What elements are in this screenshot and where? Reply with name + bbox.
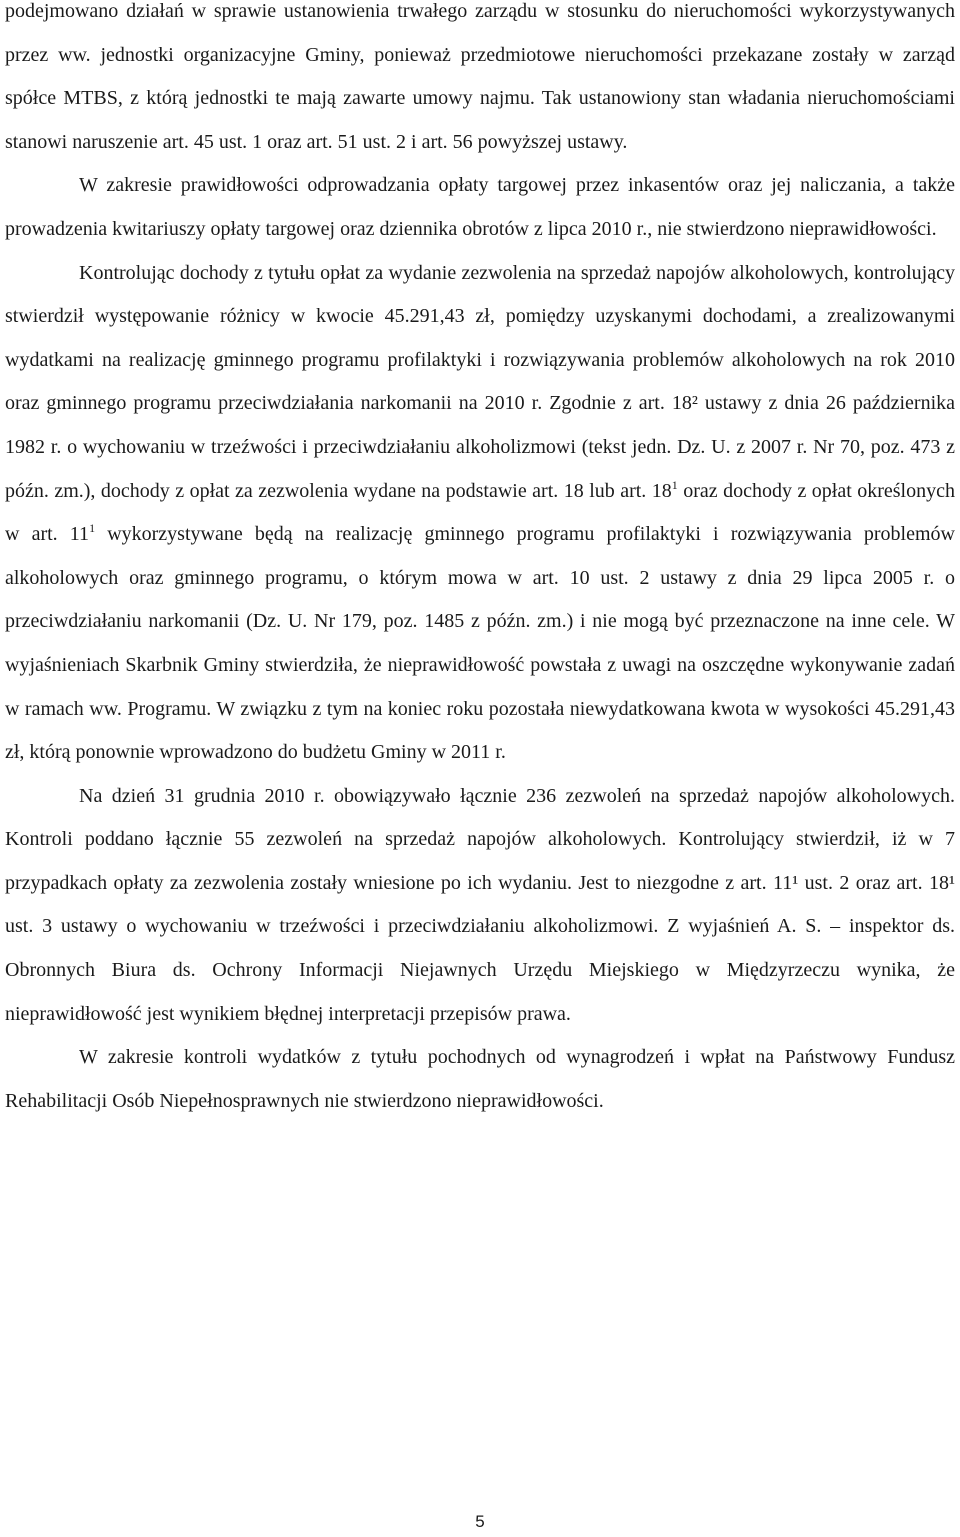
superscript-marker: 1: [89, 521, 96, 536]
paragraph-4: Na dzień 31 grudnia 2010 r. obowiązywało łącznie 236 zezwoleń na sprzedaż napojów alkoholowych. Kontroli poddano łącznie 55 zezwoleń na sprzedaż napojów alkoholowych. Kontrolujący stwierdził, iż w 7 przypadkach opłaty za zezwolenia zostały wniesione po ich wydaniu. Jest to niezgodne z art. 11¹ ust. 2 oraz art. 18¹ ust. 3 ustawy o wychowaniu w trzeźwości i przeciwdziałaniu alkoholizmowi. Z wyjaśnień A. S. – inspektor ds. Obronnych Biura ds. Ochrony Informacji Niejawnych Urzędu Miejskiego w Międzyrzeczu wynika, że nieprawidłowość jest wynikiem błędnej interpretacji przepisów prawa.: [5, 784, 955, 1025]
paragraph-1: podejmowano działań w sprawie ustanowienia trwałego zarządu w stosunku do nieruchomości wykorzystywanych przez ww. jednostki organizacyjne Gminy, ponieważ przedmiotowe nieruchomości przekazane zostały w zarząd spółce MTBS, z którą jednostki te mają zawarte umowy najmu. Tak ustanowiony stan władania nieruchomościami stanowi naruszenie art. 45 ust. 1 oraz art. 51 ust. 2 i art. 56 powyższej ustawy.: [5, 0, 955, 153]
page-number: 5: [475, 1512, 485, 1531]
document-page: [5, 0, 955, 1123]
paragraph-3-segment: oraz dochody z opłat określonych w art. 11: [5, 479, 955, 546]
paragraph-3-segment: wykorzystywane będą na realizację gminnego programu profilaktyki i rozwiązywania problemów alkoholowych oraz gminnego programu, o którym mowa w art. 10 ust. 2 ustawy z dnia 29 lipca 2005 r. o przeciwdziałaniu narkomanii (Dz. U. Nr 179, poz. 1485 z późn. zm.) i nie mogą być przeznaczone na inne cele. W wyjaśnieniach Skarbnik Gminy stwierdziła, że nieprawidłowość powstała z uwagi na oszczędne wykonywanie zadań w ramach ww. Programu. W związku z tym na koniec roku pozostała niewydatkowana kwota w wysokości 45.291,43 zł, którą ponownie wprowadzono do budżetu Gminy w 2011 r.: [5, 523, 955, 764]
paragraph-3: [5, 252, 955, 775]
paragraph-3-segment: Kontrolując dochody z tytułu opłat za wydanie zezwolenia na sprzedaż napojów alkoholowych, kontrolujący stwierdził występowanie różnicy w kwocie 45.291,43 zł, pomiędzy uzyskanymi dochodami, a zrealizowanymi wydatkami na realizację gminnego programu profilaktyki i rozwiązywania problemów alkoholowych na rok 2010 oraz gminnego programu przeciwdziałania narkomanii na 2010 r. Zgodnie z art. 18² ustawy z dnia 26 października 1982 r. o wychowaniu w trzeźwości i przeciwdziałaniu alkoholizmowi (tekst jedn. Dz. U. z 2007 r. Nr 70, poz. 473 z późn. zm.), dochody z opłat za zezwolenia wydane na podstawie art. 18 lub art. 18: [5, 261, 955, 502]
paragraph-2: W zakresie prawidłowości odprowadzania opłaty targowej przez inkasentów oraz jej naliczania, a także prowadzenia kwitariuszy opłaty targowej oraz dziennika obrotów z lipca 2010 r., nie stwierdzono nieprawidłowości.: [5, 174, 955, 240]
paragraph-5: W zakresie kontroli wydatków z tytułu pochodnych od wynagrodzeń i wpłat na Państwowy Fundusz Rehabilitacji Osób Niepełnosprawnych nie stwierdzono nieprawidłowości.: [5, 1046, 955, 1112]
superscript-marker: 1: [671, 477, 678, 492]
